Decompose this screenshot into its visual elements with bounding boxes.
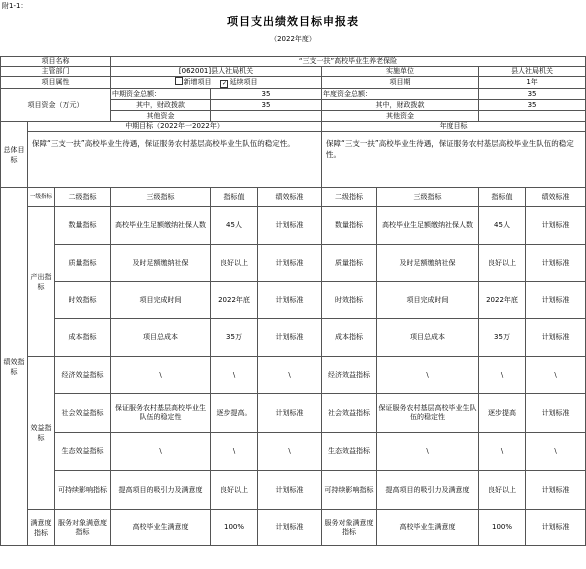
- mid-value: 良好以上: [211, 245, 258, 282]
- mid-total-label: 中期资金总额：: [111, 89, 211, 100]
- impl-unit-label: 实施单位: [322, 67, 479, 77]
- attr-new-label: 新增项目: [183, 78, 212, 86]
- funds-label: 项目资金（万元）: [1, 89, 111, 122]
- hdr-level1: 一级指标: [28, 188, 55, 207]
- level1-satisfaction: 满意度指标: [28, 510, 55, 546]
- row-goal-text: [1, 132, 586, 188]
- hdr-mid-level2: 二级指标: [55, 188, 111, 207]
- mid-level3: 高校毕业生足额缴纳社保人数: [111, 207, 211, 245]
- row-department: [1, 67, 586, 77]
- mid-level3: 保证服务农村基层高校毕业生队伍的稳定性: [111, 394, 211, 433]
- level1-effect: 效益指标: [28, 357, 55, 510]
- mid-standard: 计划标准: [258, 282, 322, 319]
- mid-total-value: 35: [211, 89, 322, 100]
- year-level2: 时效指标: [322, 282, 377, 319]
- mid-level2: 社会效益指标: [55, 394, 111, 433]
- mid-level2: 服务对象满意度指标: [55, 510, 111, 546]
- form-title: 项目支出绩效目标申报表: [227, 15, 359, 28]
- mid-level3: \: [111, 433, 211, 471]
- perf-indicator-label: 绩效指标: [1, 188, 28, 546]
- mid-value: 100%: [211, 510, 258, 546]
- year-standard: 计划标准: [526, 510, 586, 546]
- mid-level2: 成本指标: [55, 319, 111, 357]
- hdr-mid-value: 指标值: [211, 188, 258, 207]
- mid-fiscal-value: 35: [211, 100, 322, 111]
- mid-standard: \: [258, 433, 322, 471]
- year-goal-text: 保障“三支一扶”高校毕业生待遇，保证服务农村基层高校毕业生队伍的稳定性。: [322, 132, 586, 188]
- year-level2: 生态效益指标: [322, 433, 377, 471]
- row-attribute: [1, 77, 586, 89]
- row-project-name: [1, 57, 586, 67]
- year-value: 2022年底: [479, 282, 526, 319]
- mid-level3: 及时足额缴纳社保: [111, 245, 211, 282]
- doc-reference: 附1-1：: [2, 2, 28, 10]
- mid-value: 45人: [211, 207, 258, 245]
- mid-level3: 高校毕业生满意度: [111, 510, 211, 546]
- year-level3: 高校毕业生足额缴纳社保人数: [377, 207, 479, 245]
- mid-level2: 质量指标: [55, 245, 111, 282]
- mid-standard: 计划标准: [258, 471, 322, 510]
- year-fiscal-value: 35: [479, 100, 586, 111]
- table-row: [1, 357, 586, 394]
- year-value: 逐步提高: [479, 394, 526, 433]
- year-level3: 高校毕业生满意度: [377, 510, 479, 546]
- table-row: [1, 394, 586, 433]
- hdr-year-level2: 二级指标: [322, 188, 377, 207]
- mid-level2: 数量指标: [55, 207, 111, 245]
- year-standard: 计划标准: [526, 245, 586, 282]
- year-level3: \: [377, 433, 479, 471]
- mid-value: 逐步提高。: [211, 394, 258, 433]
- year-level3: 项目完成时间: [377, 282, 479, 319]
- year-standard: \: [526, 433, 586, 471]
- year-level2: 数量指标: [322, 207, 377, 245]
- dept-value: [062001]县人社局机关: [111, 67, 322, 77]
- attr-continue-label: 延续项目: [229, 78, 258, 86]
- hdr-mid-standard: 绩效标准: [258, 188, 322, 207]
- year-standard: 计划标准: [526, 471, 586, 510]
- level1-output: 产出指标: [28, 207, 55, 357]
- table-row: [1, 510, 586, 546]
- year-value: \: [479, 357, 526, 394]
- mid-other-label: 其他资金: [111, 111, 211, 122]
- table-row: [1, 319, 586, 357]
- mid-level3: 项目完成时间: [111, 282, 211, 319]
- mid-fiscal-label: 其中，财政拨款: [111, 100, 211, 111]
- year-value: 35万: [479, 319, 526, 357]
- form-year: （2022年度）: [270, 35, 316, 43]
- project-name-label: 项目名称: [1, 57, 111, 67]
- year-other-label: 其他资金: [322, 111, 479, 122]
- mid-goal-text: 保障“三支一扶”高校毕业生待遇，保证服务农村基层高校毕业生队伍的稳定性。: [28, 132, 322, 188]
- year-value: 100%: [479, 510, 526, 546]
- year-value: 45人: [479, 207, 526, 245]
- mid-level3: \: [111, 357, 211, 394]
- table-row: [1, 433, 586, 471]
- mid-level3: 提高项目的吸引力及满意度: [111, 471, 211, 510]
- period-value: 1年: [479, 77, 586, 89]
- hdr-year-level3: 三级指标: [377, 188, 479, 207]
- table-row: [1, 471, 586, 510]
- year-level2: 服务对象满意度指标: [322, 510, 377, 546]
- mid-standard: 计划标准: [258, 510, 322, 546]
- project-name-value: “三支一扶”高校毕业生养老保险: [111, 57, 586, 67]
- table-row: [1, 245, 586, 282]
- year-total-label: 年度资金总额：: [322, 89, 479, 100]
- year-total-value: 35: [479, 89, 586, 100]
- year-standard: 计划标准: [526, 394, 586, 433]
- year-level2: 社会效益指标: [322, 394, 377, 433]
- year-value: 良好以上: [479, 471, 526, 510]
- attr-label: 项目属性: [1, 77, 111, 89]
- hdr-mid-level3: 三级指标: [111, 188, 211, 207]
- year-level2: 可持续影响指标: [322, 471, 377, 510]
- mid-level2: 时效指标: [55, 282, 111, 319]
- mid-value: \: [211, 357, 258, 394]
- hdr-year-value: 指标值: [479, 188, 526, 207]
- mid-standard: 计划标准: [258, 207, 322, 245]
- year-standard: \: [526, 357, 586, 394]
- year-level2: 经济效益指标: [322, 357, 377, 394]
- mid-standard: 计划标准: [258, 245, 322, 282]
- year-value: 良好以上: [479, 245, 526, 282]
- row-goal-headers: [1, 122, 586, 132]
- year-level3: 项目总成本: [377, 319, 479, 357]
- checkbox-new-project[interactable]: [175, 77, 183, 85]
- year-fiscal-label: 其中，财政拨款: [322, 100, 479, 111]
- mid-standard: 计划标准: [258, 394, 322, 433]
- year-other-value: [479, 111, 586, 122]
- mid-level2: 可持续影响指标: [55, 471, 111, 510]
- mid-other-value: [211, 111, 322, 122]
- mid-value: 35万: [211, 319, 258, 357]
- mid-level2: 生态效益指标: [55, 433, 111, 471]
- year-level2: 成本指标: [322, 319, 377, 357]
- table-row: [1, 207, 586, 245]
- table-row: [1, 282, 586, 319]
- year-level3: 保证服务农村基层高校毕业生队伍的稳定性: [377, 394, 479, 433]
- mid-level2: 经济效益指标: [55, 357, 111, 394]
- mid-value: 2022年底: [211, 282, 258, 319]
- year-level3: \: [377, 357, 479, 394]
- mid-value: \: [211, 433, 258, 471]
- attr-options: [111, 77, 322, 89]
- mid-standard: \: [258, 357, 322, 394]
- mid-goal-header: 中期目标（2022年一2022年）: [28, 122, 322, 132]
- mid-standard: 计划标准: [258, 319, 322, 357]
- impl-unit-value: 县人社局机关: [479, 67, 586, 77]
- checkbox-continue-project[interactable]: ✓: [221, 80, 227, 87]
- row-funds-total: [1, 89, 586, 100]
- year-standard: 计划标准: [526, 207, 586, 245]
- mid-value: 良好以上: [211, 471, 258, 510]
- year-level3: 及时足额缴纳社保: [377, 245, 479, 282]
- year-goal-header: 年度目标: [322, 122, 586, 132]
- year-standard: 计划标准: [526, 282, 586, 319]
- year-level2: 质量指标: [322, 245, 377, 282]
- hdr-year-standard: 绩效标准: [526, 188, 586, 207]
- year-standard: 计划标准: [526, 319, 586, 357]
- performance-form-table: [0, 56, 586, 546]
- period-label: 项目期: [322, 77, 479, 89]
- row-perf-headers: [1, 188, 586, 207]
- dept-label: 主管部门: [1, 67, 111, 77]
- overall-goal-label: 总体目标: [1, 122, 28, 188]
- year-level3: 提高项目的吸引力及满意度: [377, 471, 479, 510]
- mid-level3: 项目总成本: [111, 319, 211, 357]
- year-value: \: [479, 433, 526, 471]
